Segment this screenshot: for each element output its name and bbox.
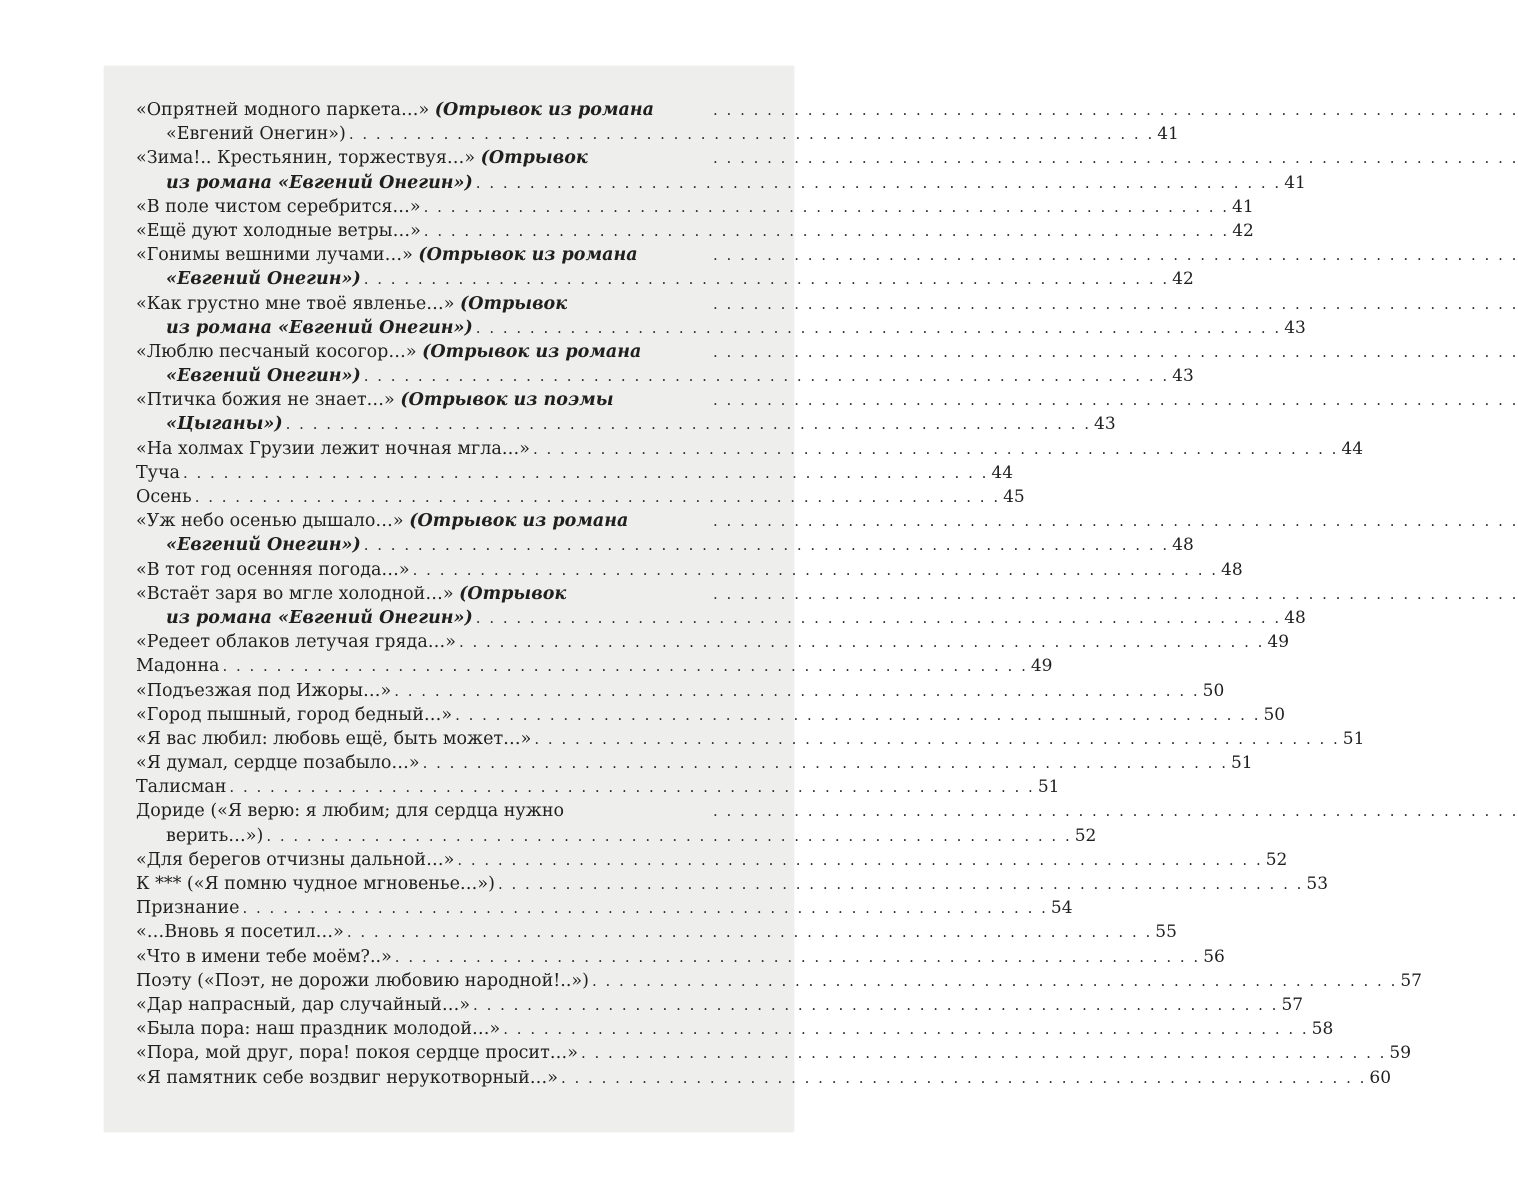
toc-title-text: верить…») <box>166 825 264 846</box>
toc-title <box>166 824 263 848</box>
toc-entry-line <box>136 1066 1392 1090</box>
toc-entry <box>136 703 1286 727</box>
toc-title <box>166 171 473 195</box>
toc-source-note: «Евгений Онегин») <box>166 366 361 387</box>
toc-title <box>136 920 344 944</box>
toc-source-note: (Отрывок <box>480 148 588 169</box>
toc-title-text: «Опрятней модного паркета…» <box>136 100 430 120</box>
toc-entry <box>136 558 1243 582</box>
toc-page-number: 48 <box>1284 607 1306 628</box>
toc-title-text: «В поле чистом серебрится…» <box>136 196 421 217</box>
dot-leader: . . . . . . . . . . . . . . . . . . . . . . . . . . . . . . . . . . . . . . . . . . . . . . . . . . . . . . . . . . . . <box>455 705 1261 724</box>
toc-title <box>166 364 361 388</box>
dot-leader: . . . . . . . . . . . . . . . . . . . . . . . . . . . . . . . . . . . . . . . . . . . . . . . . . . . . . . . . . . . . <box>713 584 1518 603</box>
toc-title <box>136 775 226 799</box>
dot-leader: . . . . . . . . . . . . . . . . . . . . . . . . . . . . . . . . . . . . . . . . . . . . . . . . . . . . . . . . . . . . <box>713 294 1518 313</box>
toc-page-number: 43 <box>1284 317 1306 338</box>
toc-title <box>166 316 473 340</box>
toc-entry-line <box>136 509 1518 533</box>
toc-title <box>136 630 456 654</box>
dot-leader: . . . . . . . . . . . . . . . . . . . . . . . . . . . . . . . . . . . . . . . . . . . . . . . . . . . . . . . . . . . . <box>229 778 1035 797</box>
toc-title-text: «Встаёт заря во мгле холодной…» <box>136 583 454 604</box>
toc-page-number: 44 <box>991 462 1014 483</box>
dot-leader: . . . . . . . . . . . . . . . . . . . . . . . . . . . . . . . . . . . . . . . . . . . . . . . . . . . . . . . . . . . . <box>423 221 1230 240</box>
toc-entry-line <box>136 630 1290 654</box>
toc-entry <box>136 98 1518 146</box>
toc-title <box>136 340 641 364</box>
toc-entry-line <box>136 582 1518 606</box>
toc-title <box>136 461 180 485</box>
toc-page-number: 42 <box>1232 220 1254 241</box>
toc-title <box>136 872 495 896</box>
toc-entry <box>136 654 1053 678</box>
toc-source-note: из романа «Евгений Онегин») <box>166 607 473 628</box>
dot-leader: . . . . . . . . . . . . . . . . . . . . . . . . . . . . . . . . . . . . . . . . . . . . . . . . . . . . . . . . . . . . <box>580 1044 1387 1063</box>
toc-page-number: 49 <box>1267 632 1290 653</box>
toc-page-number: 50 <box>1202 680 1225 701</box>
toc-entry <box>136 582 1518 630</box>
toc-entry-line <box>136 920 1177 944</box>
toc-source-note: (Отрывок <box>459 293 568 314</box>
toc-title <box>166 533 361 557</box>
toc-source-note: (Отрывок <box>459 583 567 604</box>
toc-page-number: 41 <box>1232 196 1254 217</box>
dot-leader: . . . . . . . . . . . . . . . . . . . . . . . . . . . . . . . . . . . . . . . . . . . . . . . . . . . . . . . . . . . . <box>266 826 1072 845</box>
book-page <box>104 66 1518 1132</box>
toc-entry-line <box>136 461 1014 485</box>
toc-entry-line <box>136 146 1518 170</box>
toc-entry-line <box>136 292 1518 316</box>
dot-leader: . . . . . . . . . . . . . . . . . . . . . . . . . . . . . . . . . . . . . . . . . . . . . . . . . . . . . . . . . . . . <box>560 1068 1367 1087</box>
toc-entry <box>136 945 1225 969</box>
dot-leader: . . . . . . . . . . . . . . . . . . . . . . . . . . . . . . . . . . . . . . . . . . . . . . . . . . . . . . . . . . . . <box>497 875 1304 893</box>
dot-leader: . . . . . . . . . . . . . . . . . . . . . . . . . . . . . . . . . . . . . . . . . . . . . . . . . . . . . . . . . . . . <box>457 850 1263 869</box>
toc-source-note: (Отрывок из романа <box>434 100 654 120</box>
toc-entry <box>136 509 1518 557</box>
toc-entry-line <box>136 679 1225 703</box>
toc-page-number: 51 <box>1037 777 1060 798</box>
dot-leader: . . . . . . . . . . . . . . . . . . . . . . . . . . . . . . . . . . . . . . . . . . . . . . . . . . . . . . . . . . . . <box>348 125 1155 144</box>
toc-entry-continuation <box>136 171 1306 195</box>
toc-source-note: «Евгений Онегин») <box>166 535 361 556</box>
toc-page-number: 53 <box>1306 874 1329 894</box>
toc-title <box>136 1066 558 1090</box>
toc-title <box>136 292 567 316</box>
dot-leader: . . . . . . . . . . . . . . . . . . . . . . . . . . . . . . . . . . . . . . . . . . . . . . . . . . . . . . . . . . . . <box>713 802 1518 821</box>
dot-leader: . . . . . . . . . . . . . . . . . . . . . . . . . . . . . . . . . . . . . . . . . . . . . . . . . . . . . . . . . . . . <box>363 270 1170 289</box>
toc-page-number: 41 <box>1157 124 1179 145</box>
toc-entry-line <box>136 243 1518 267</box>
toc-title-text: «Редеет облаков летучая гряда…» <box>136 632 456 653</box>
toc-entry <box>136 799 1518 847</box>
toc-page-number: 42 <box>1172 269 1194 290</box>
dot-leader: . . . . . . . . . . . . . . . . . . . . . . . . . . . . . . . . . . . . . . . . . . . . . . . . . . . . . . . . . . . . <box>222 657 1028 676</box>
toc-entry-line <box>136 437 1364 461</box>
toc-entry <box>136 388 1518 436</box>
toc-page-number: 52 <box>1074 825 1097 846</box>
toc-title-text: Осень <box>136 487 192 507</box>
toc-title-text: «…Вновь я посетил…» <box>136 922 344 943</box>
toc-page-number: 56 <box>1203 946 1225 967</box>
dot-leader: . . . . . . . . . . . . . . . . . . . . . . . . . . . . . . . . . . . . . . . . . . . . . . . . . . . . . . . . . . . . <box>394 947 1201 966</box>
toc-entry <box>136 1066 1392 1090</box>
toc-title <box>136 993 470 1017</box>
toc-title <box>166 606 473 630</box>
dot-leader: . . . . . . . . . . . . . . . . . . . . . . . . . . . . . . . . . . . . . . . . . . . . . . . . . . . . . . . . . . . . <box>242 899 1048 918</box>
toc-title <box>166 122 346 146</box>
toc-entry <box>136 485 1025 509</box>
dot-leader: . . . . . . . . . . . . . . . . . . . . . . . . . . . . . . . . . . . . . . . . . . . . . . . . . . . . . . . . . . . . <box>591 971 1398 990</box>
toc-entry-line <box>136 703 1286 727</box>
table-of-contents <box>136 98 1518 1090</box>
toc-title-text: «Была пора: наш праздник молодой…» <box>136 1019 501 1040</box>
dot-leader: . . . . . . . . . . . . . . . . . . . . . . . . . . . . . . . . . . . . . . . . . . . . . . . . . . . . . . . . . . . . <box>713 342 1518 361</box>
toc-page-number: 60 <box>1369 1067 1392 1088</box>
toc-title <box>136 969 589 993</box>
toc-title-text: «Что в имени тебе моём?..» <box>136 946 392 967</box>
toc-entry-line <box>136 1017 1334 1041</box>
toc-entry-continuation <box>136 606 1306 630</box>
toc-title-text: Туча <box>136 462 180 483</box>
toc-entry-line <box>136 654 1053 678</box>
toc-entry <box>136 751 1253 775</box>
toc-source-note: из романа «Евгений Онегин») <box>166 317 473 338</box>
dot-leader: . . . . . . . . . . . . . . . . . . . . . . . . . . . . . . . . . . . . . . . . . . . . . . . . . . . . . . . . . . . . <box>475 173 1282 192</box>
dot-leader: . . . . . . . . . . . . . . . . . . . . . . . . . . . . . . . . . . . . . . . . . . . . . . . . . . . . . . . . . . . . <box>422 754 1228 773</box>
toc-title-text: Мадонна <box>136 656 220 677</box>
toc-entry <box>136 437 1364 461</box>
toc-entry <box>136 340 1518 388</box>
dot-leader: . . . . . . . . . . . . . . . . . . . . . . . . . . . . . . . . . . . . . . . . . . . . . . . . . . . . . . . . . . . . <box>394 681 1200 700</box>
toc-entry <box>136 872 1329 896</box>
toc-title <box>136 388 614 412</box>
toc-page-number: 43 <box>1094 414 1116 435</box>
dot-leader: . . . . . . . . . . . . . . . . . . . . . . . . . . . . . . . . . . . . . . . . . . . . . . . . . . . . . . . . . . . . <box>458 633 1265 652</box>
toc-entry-continuation <box>136 267 1194 291</box>
dot-leader: . . . . . . . . . . . . . . . . . . . . . . . . . . . . . . . . . . . . . . . . . . . . . . . . . . . . . . . . . . . . <box>475 318 1282 337</box>
toc-page-number: 50 <box>1263 704 1286 725</box>
toc-entry <box>136 848 1288 872</box>
toc-title-text: «Ещё дуют холодные ветры…» <box>136 220 421 241</box>
toc-title-text: Признание <box>136 898 240 919</box>
toc-entry-line <box>136 993 1304 1017</box>
toc-title-text: Талисман <box>136 777 227 798</box>
toc-page-number: 51 <box>1230 753 1253 774</box>
dot-leader: . . . . . . . . . . . . . . . . . . . . . . . . . . . . . . . . . . . . . . . . . . . . . . . . . . . . . . . . . . . . <box>412 560 1219 579</box>
toc-entry <box>136 461 1014 485</box>
dot-leader: . . . . . . . . . . . . . . . . . . . . . . . . . . . . . . . . . . . . . . . . . . . . . . . . . . . . . . . . . . . . <box>346 923 1153 942</box>
toc-entry-line <box>136 485 1025 509</box>
toc-title-text: «Я вас любил: любовь ещё, быть может…» <box>136 728 532 749</box>
toc-entry-line <box>136 727 1365 751</box>
toc-source-note: «Цыганы») <box>166 414 283 435</box>
toc-entry-continuation <box>136 533 1194 557</box>
toc-title-text: «На холмах Грузии лежит ночная мгла…» <box>136 438 530 459</box>
toc-page-number: 51 <box>1342 728 1365 749</box>
dot-leader: . . . . . . . . . . . . . . . . . . . . . . . . . . . . . . . . . . . . . . . . . . . . . . . . . . . . . . . . . . . . <box>182 463 989 482</box>
toc-title <box>136 98 654 122</box>
toc-page-number: 57 <box>1400 970 1422 991</box>
toc-title <box>136 679 391 703</box>
toc-title <box>136 558 410 582</box>
dot-leader: . . . . . . . . . . . . . . . . . . . . . . . . . . . . . . . . . . . . . . . . . . . . . . . . . . . . . . . . . . . . <box>534 729 1340 748</box>
toc-page-number: 48 <box>1172 535 1194 556</box>
toc-title-text: «Для берегов отчизны дальной…» <box>136 849 455 870</box>
toc-source-note: (Отрывок из поэмы <box>400 390 614 411</box>
toc-entry-line <box>136 848 1288 872</box>
toc-title-text: «Я думал, сердце позабыло…» <box>136 753 420 774</box>
toc-entry-line <box>136 896 1073 920</box>
toc-entry <box>136 920 1177 944</box>
toc-entry <box>136 775 1060 799</box>
toc-title <box>136 509 628 533</box>
toc-title-text: «Уж небо осенью дышало…» <box>136 511 404 532</box>
dot-leader: . . . . . . . . . . . . . . . . . . . . . . . . . . . . . . . . . . . . . . . . . . . . . . . . . . . . . . . . . . . . <box>194 488 1001 506</box>
toc-source-note: из романа «Евгений Онегин») <box>166 172 473 193</box>
toc-entry <box>136 896 1073 920</box>
toc-title <box>136 727 531 751</box>
toc-page-number: 54 <box>1050 898 1073 919</box>
toc-entry-line <box>136 969 1422 993</box>
toc-entry <box>136 727 1365 751</box>
dot-leader: . . . . . . . . . . . . . . . . . . . . . . . . . . . . . . . . . . . . . . . . . . . . . . . . . . . . . . . . . . . . <box>363 367 1170 386</box>
toc-title-text: К *** («Я помню чудное мгновенье…») <box>136 874 495 894</box>
dot-leader: . . . . . . . . . . . . . . . . . . . . . . . . . . . . . . . . . . . . . . . . . . . . . . . . . . . . . . . . . . . . <box>363 536 1170 555</box>
toc-entry-line <box>136 195 1254 219</box>
toc-page-number: 52 <box>1265 849 1288 870</box>
toc-title <box>136 1017 500 1041</box>
toc-title-text: Поэту («Поэт, не дорожи любовию народной!..») <box>136 970 589 991</box>
toc-entry <box>136 630 1290 654</box>
toc-page-number: 55 <box>1155 922 1177 943</box>
toc-entry-line <box>136 775 1060 799</box>
toc-entry-line <box>136 799 1518 823</box>
toc-title <box>136 751 420 775</box>
toc-entry-line <box>136 388 1518 412</box>
toc-entry <box>136 993 1304 1017</box>
toc-title <box>166 267 361 291</box>
dot-leader: . . . . . . . . . . . . . . . . . . . . . . . . . . . . . . . . . . . . . . . . . . . . . . . . . . . . . . . . . . . . <box>713 512 1518 531</box>
toc-source-note: «Евгений Онегин») <box>166 269 361 290</box>
toc-entry <box>136 1041 1412 1065</box>
toc-entry-line <box>136 751 1253 775</box>
toc-title-text: Дориде («Я верю: я любим; для сердца нужно <box>136 801 565 822</box>
toc-title-text: «Пора, мой друг, пора! покоя сердце просит…» <box>136 1043 578 1064</box>
dot-leader: . . . . . . . . . . . . . . . . . . . . . . . . . . . . . . . . . . . . . . . . . . . . . . . . . . . . . . . . . . . . <box>475 608 1282 627</box>
toc-entry <box>136 1017 1334 1041</box>
toc-title <box>136 1041 578 1065</box>
dot-leader: . . . . . . . . . . . . . . . . . . . . . . . . . . . . . . . . . . . . . . . . . . . . . . . . . . . . . . . . . . . . <box>713 101 1518 119</box>
toc-title-text: «Город пышный, город бедный…» <box>136 704 453 725</box>
dot-leader: . . . . . . . . . . . . . . . . . . . . . . . . . . . . . . . . . . . . . . . . . . . . . . . . . . . . . . . . . . . . <box>423 197 1230 216</box>
toc-title-text: «Я памятник себе воздвиг нерукотворный…» <box>136 1067 558 1088</box>
toc-title <box>136 146 588 170</box>
toc-entry-continuation <box>136 122 1179 146</box>
toc-entry-continuation <box>136 364 1194 388</box>
toc-title <box>136 799 564 823</box>
toc-title-text: «Птичка божия не знает…» <box>136 390 395 411</box>
dot-leader: . . . . . . . . . . . . . . . . . . . . . . . . . . . . . . . . . . . . . . . . . . . . . . . . . . . . . . . . . . . . <box>285 415 1092 434</box>
toc-page-number: 44 <box>1341 438 1364 459</box>
toc-entry-line <box>136 98 1518 122</box>
toc-title-text: «Люблю песчаный косогор…» <box>136 341 417 362</box>
toc-entry-line <box>136 340 1518 364</box>
toc-entry <box>136 146 1518 194</box>
dot-leader: . . . . . . . . . . . . . . . . . . . . . . . . . . . . . . . . . . . . . . . . . . . . . . . . . . . . . . . . . . . . <box>532 439 1339 458</box>
dot-leader: . . . . . . . . . . . . . . . . . . . . . . . . . . . . . . . . . . . . . . . . . . . . . . . . . . . . . . . . . . . . <box>713 391 1518 410</box>
toc-entry <box>136 679 1225 703</box>
toc-page-number: 41 <box>1284 172 1306 193</box>
toc-source-note: (Отрывок из романа <box>418 245 638 266</box>
toc-page-number: 49 <box>1030 656 1053 677</box>
dot-leader: . . . . . . . . . . . . . . . . . . . . . . . . . . . . . . . . . . . . . . . . . . . . . . . . . . . . . . . . . . . . <box>503 1020 1309 1039</box>
toc-entry <box>136 243 1518 291</box>
toc-title-text: «Зима!.. Крестьянин, торжествуя…» <box>136 148 476 169</box>
toc-title-text: «Евгений Онегин») <box>166 124 346 145</box>
toc-entry-line <box>136 219 1254 243</box>
toc-title <box>136 848 454 872</box>
toc-title-text: «Дар напрасный, дар случайный…» <box>136 994 471 1015</box>
toc-source-note: (Отрывок из романа <box>409 511 629 532</box>
toc-entry <box>136 195 1254 219</box>
toc-title-text: «Подъезжая под Ижоры…» <box>136 680 392 701</box>
toc-entry-continuation <box>136 412 1116 436</box>
toc-title <box>136 654 219 678</box>
dot-leader: . . . . . . . . . . . . . . . . . . . . . . . . . . . . . . . . . . . . . . . . . . . . . . . . . . . . . . . . . . . . <box>713 149 1518 168</box>
toc-entry <box>136 969 1422 993</box>
toc-entry-line <box>136 1041 1412 1065</box>
toc-page-number: 45 <box>1003 487 1025 507</box>
toc-title-text: «В тот год осенняя погода…» <box>136 559 410 580</box>
toc-title <box>136 219 421 243</box>
toc-title <box>136 485 192 509</box>
dot-leader: . . . . . . . . . . . . . . . . . . . . . . . . . . . . . . . . . . . . . . . . . . . . . . . . . . . . . . . . . . . . <box>473 995 1279 1014</box>
dot-leader: . . . . . . . . . . . . . . . . . . . . . . . . . . . . . . . . . . . . . . . . . . . . . . . . . . . . . . . . . . . . <box>713 246 1518 265</box>
toc-title-text: «Как грустно мне твоё явленье…» <box>136 293 455 314</box>
toc-entry <box>136 292 1518 340</box>
toc-page-number: 57 <box>1281 994 1304 1015</box>
toc-title <box>136 195 421 219</box>
toc-title <box>136 243 638 267</box>
toc-title <box>136 703 452 727</box>
toc-page-number: 58 <box>1311 1019 1334 1040</box>
toc-entry-continuation <box>136 316 1306 340</box>
toc-title <box>136 945 392 969</box>
toc-page-number: 43 <box>1172 366 1194 387</box>
toc-entry-continuation <box>136 824 1097 848</box>
toc-title <box>166 412 283 436</box>
toc-entry-line <box>136 872 1329 896</box>
toc-source-note: (Отрывок из романа <box>422 341 642 362</box>
toc-entry-line <box>136 558 1243 582</box>
toc-title <box>136 437 530 461</box>
toc-entry <box>136 219 1254 243</box>
toc-title <box>136 582 566 606</box>
toc-entry-line <box>136 945 1225 969</box>
toc-title <box>136 896 239 920</box>
toc-page-number: 59 <box>1389 1043 1412 1064</box>
toc-title-text: «Гонимы вешними лучами…» <box>136 245 413 266</box>
toc-page-number: 48 <box>1221 559 1243 580</box>
